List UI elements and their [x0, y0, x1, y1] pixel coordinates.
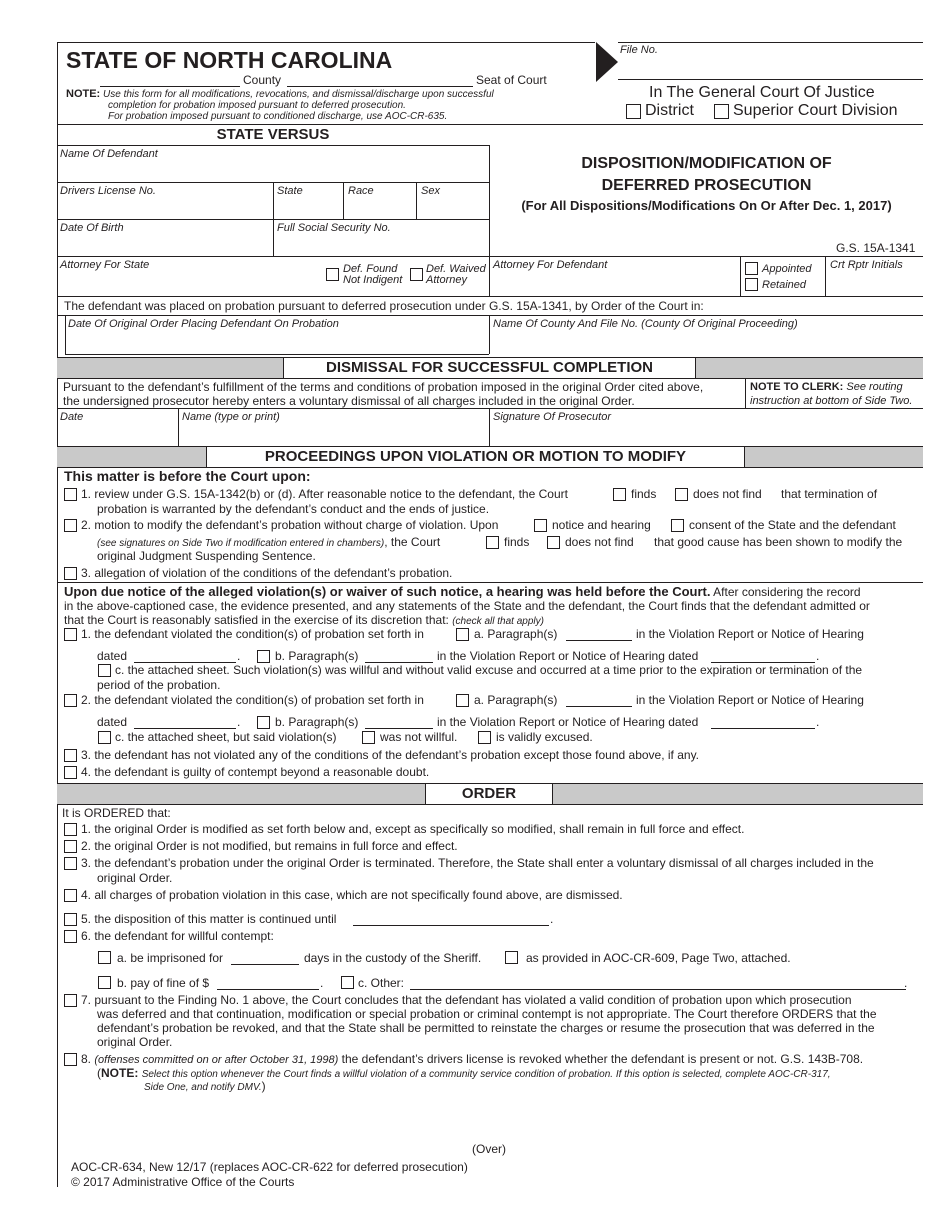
p2-not-find-checkbox[interactable]	[547, 536, 560, 549]
o7-text-b: was deferred and that continuation, modification or special probation or criminal contempt is not appropriate. The Court therefore ORDERS that the	[97, 1007, 877, 1021]
f1-dated-dot: .	[237, 649, 241, 663]
f2c-checkbox[interactable]	[98, 731, 111, 744]
p2-checkbox[interactable]	[64, 519, 77, 532]
f2-dated-field[interactable]	[134, 728, 236, 729]
f2b-dot: .	[816, 715, 820, 729]
dismissal-text-2: the undersigned prosecutor hereby enters a voluntary dismissal of all charges included in the original Order.	[63, 394, 635, 408]
f2-text: 2. the defendant violated the condition(s) of probation set forth in	[81, 693, 424, 707]
f1c-checkbox[interactable]	[98, 664, 111, 677]
o4-checkbox[interactable]	[64, 889, 77, 902]
o6a-aoc-checkbox[interactable]	[505, 951, 518, 964]
county-label: County	[243, 73, 282, 87]
f2-checkbox[interactable]	[64, 694, 77, 707]
f1b-label: b. Paragraph(s)	[275, 649, 359, 663]
retained-label: Retained	[762, 279, 807, 291]
crt-rptr-label: Crt Rptr Initials	[830, 259, 903, 271]
ssn-label: Full Social Security No.	[277, 222, 391, 234]
f1-dated: dated	[97, 649, 128, 663]
court-title: In The General Court Of Justice	[649, 84, 875, 101]
f2b-field[interactable]	[365, 728, 433, 729]
o7-text-c: defendant’s probation be revoked, and that the State shall be permitted to reinstate the charges or resume the prosecution that was deferred in the	[97, 1021, 875, 1035]
dismissal-date-label: Date	[60, 411, 84, 423]
f2a-report: in the Violation Report or Notice of Hearing	[636, 693, 864, 707]
f4-checkbox[interactable]	[64, 766, 77, 779]
appointed-label: Appointed	[762, 263, 812, 275]
f1c-text-2: period of the probation.	[97, 678, 221, 692]
o6c-dot: .	[904, 976, 908, 990]
o4-text: 4. all charges of probation violation in this case, which are not specifically found above, are dismissed.	[81, 888, 623, 902]
o6-text: 6. the defendant for willful contempt:	[81, 929, 274, 943]
dismissal-name-label: Name (type or print)	[182, 411, 280, 423]
p2-not-find: does not find	[565, 535, 634, 549]
def-waived-label: Def. Waived Attorney	[426, 263, 486, 286]
o6b-dot: .	[320, 976, 324, 990]
consent-checkbox[interactable]	[671, 519, 684, 532]
state-versus: STATE VERSUS	[216, 126, 330, 143]
f1c-text: c. the attached sheet. Such violation(s) was willful and without valid excuse and occurred at a time prior to the expiration or termination of the	[115, 663, 863, 677]
f2a-field[interactable]	[566, 706, 632, 707]
p1-text-c: probation is warranted by the defendant’s conduct and the ends of justice.	[97, 502, 490, 516]
o7-text-d: original Order.	[97, 1035, 173, 1049]
p2-text-e: original Judgment Suspending Sentence.	[97, 549, 316, 563]
seat-label: Seat of Court	[476, 73, 547, 87]
p1-finds: finds	[631, 487, 657, 501]
f2b-checkbox[interactable]	[257, 716, 270, 729]
f3-checkbox[interactable]	[64, 749, 77, 762]
ordered-label: It is ORDERED that:	[62, 806, 171, 820]
f2b-label: b. Paragraph(s)	[275, 715, 359, 729]
district-label: District	[645, 102, 694, 119]
o3-text-b: original Order.	[97, 871, 173, 885]
o5-text: 5. the disposition of this matter is continued until	[81, 912, 337, 926]
dob-label: Date Of Birth	[60, 222, 124, 234]
not-willful-checkbox[interactable]	[362, 731, 375, 744]
findings-h2: in the above-captioned case, the evidence presented, and any statements of the State and the defendant, the Court finds that the defendant admitted or	[64, 599, 870, 613]
statute: G.S. 15A-1341	[836, 241, 916, 255]
state-label: State	[277, 185, 303, 197]
f1-text: 1. the defendant violated the condition(s) of probation set forth in	[81, 627, 424, 641]
p2-finds: finds	[504, 535, 530, 549]
copyright: © 2017 Administrative Office of the Courts	[71, 1175, 295, 1189]
o1-text: 1. the original Order is modified as set forth below and, except as specifically so modified, shall remain in full force and effect.	[81, 822, 745, 836]
o6a-days-field[interactable]	[231, 964, 299, 965]
o6a-checkbox[interactable]	[98, 951, 111, 964]
o6b-text: b. pay of fine of $	[117, 976, 210, 990]
consent: consent of the State and the defendant	[689, 518, 896, 532]
dl-label: Drivers License No.	[60, 185, 156, 197]
original-date-label: Date Of Original Order Placing Defendant On Probation	[68, 318, 339, 330]
f3-text: 3. the defendant has not violated any of the conditions of the defendant’s probation except those found above, if any.	[81, 748, 700, 762]
f2a-checkbox[interactable]	[456, 694, 469, 707]
dismissal-text-1: Pursuant to the defendant’s fulfillment of the terms and conditions of probation imposed in the original Order cited above,	[63, 380, 704, 394]
file-no-field[interactable]	[618, 79, 923, 80]
o8-note: (NOTE: Select this option whenever the Court finds a willful violation of a community service condition of probation. If this option is selected, complete AOC-CR-317,	[97, 1066, 831, 1080]
defendant-name-label: Name Of Defendant	[60, 148, 158, 160]
notice-hearing-checkbox[interactable]	[534, 519, 547, 532]
prosecutor-signature-label: Signature Of Prosecutor	[493, 411, 612, 423]
appointed-checkbox[interactable]	[745, 262, 758, 275]
f1a-field[interactable]	[566, 640, 632, 641]
proceedings-title: PROCEEDINGS UPON VIOLATION OR MOTION TO MODIFY	[206, 446, 745, 467]
f1b-checkbox[interactable]	[257, 650, 270, 663]
atty-state-label: Attorney For State	[60, 259, 150, 271]
f4-text: 4. the defendant is guilty of contempt beyond a reasonable doubt.	[81, 765, 430, 779]
f1a-label: a. Paragraph(s)	[474, 627, 558, 641]
form-title-3: (For All Dispositions/Modifications On Or After Dec. 1, 2017)	[521, 198, 892, 213]
over-label: (Over)	[472, 1142, 506, 1156]
o8-checkbox[interactable]	[64, 1053, 77, 1066]
f1-checkbox[interactable]	[64, 628, 77, 641]
f1b-report: in the Violation Report or Notice of Hearing dated	[437, 649, 699, 663]
def-found-checkbox[interactable]	[326, 268, 339, 281]
p1-checkbox[interactable]	[64, 488, 77, 501]
f2-dated: dated	[97, 715, 128, 729]
p2-line2: (see signatures on Side Two if modification entered in chambers), the Court	[97, 535, 441, 549]
f2-dated-dot: .	[237, 715, 241, 729]
f1b-dot: .	[816, 649, 820, 663]
o6b-checkbox[interactable]	[98, 976, 111, 989]
p1-text: 1. review under G.S. 15A-1342(b) or (d). After reasonable notice to the defendant, the Court	[81, 487, 568, 501]
file-arrow-icon	[596, 42, 618, 82]
dismissal-title: DISMISSAL FOR SUCCESSFUL COMPLETION	[283, 357, 696, 378]
county-field[interactable]	[287, 86, 473, 87]
o6c-text: c. Other:	[358, 976, 405, 990]
o6a-text: a. be imprisoned for	[117, 951, 224, 965]
o7-checkbox[interactable]	[64, 994, 77, 1007]
order-title: ORDER	[425, 783, 553, 804]
file-no-label: File No.	[620, 44, 658, 56]
p2-text: 2. motion to modify the defendant’s probation without charge of violation. Upon	[81, 518, 499, 532]
o6a-days: days in the custody of the Sheriff.	[304, 951, 482, 965]
o5-checkbox[interactable]	[64, 913, 77, 926]
notice-hearing: notice and hearing	[552, 518, 651, 532]
o6c-field[interactable]	[410, 989, 906, 990]
o5-dot: .	[550, 912, 554, 926]
p3-text: 3. allegation of violation of the conditions of the defendant’s probation.	[81, 566, 453, 580]
excused: is validly excused.	[496, 730, 593, 744]
superior-label: Superior Court Division	[733, 102, 898, 119]
retained-checkbox[interactable]	[745, 278, 758, 291]
findings-header: Upon due notice of the alleged violation(s) or waiver of such notice, a hearing was held before the Court. After considering the record	[64, 584, 861, 599]
excused-checkbox[interactable]	[478, 731, 491, 744]
before-court: This matter is before the Court upon:	[64, 468, 311, 484]
p2-finds-checkbox[interactable]	[486, 536, 499, 549]
f2a-label: a. Paragraph(s)	[474, 693, 558, 707]
superior-checkbox[interactable]	[714, 104, 729, 119]
o6a-aoc: as provided in AOC-CR-609, Page Two, attached.	[526, 951, 791, 965]
state-title: STATE OF NORTH CAROLINA	[66, 47, 393, 73]
def-waived-checkbox[interactable]	[410, 268, 423, 281]
f2c-text: c. the attached sheet, but said violation(s)	[115, 730, 337, 744]
note-block: NOTE: Use this form for all modifications, revocations, and dismissal/discharge upon successful completion for probation imposed pursuant to deferred prosecution. For probation imposed pursuant to conditioned discharge, use AOC-CR-635.	[66, 88, 494, 122]
p1-not-find-checkbox[interactable]	[675, 488, 688, 501]
o3-text: 3. the defendant’s probation under the original Order is terminated. Therefore, the State shall enter a voluntary dismissal of all charges included in the	[81, 856, 874, 870]
o1-checkbox[interactable]	[64, 823, 77, 836]
p2-text-d: that good cause has been shown to modify the	[654, 535, 903, 549]
def-found-label: Def. Found Not Indigent	[343, 263, 403, 286]
not-willful: was not willful.	[380, 730, 458, 744]
original-statement: The defendant was placed on probation pursuant to deferred prosecution under G.S. 15A-1341, by Order of the Court in:	[64, 299, 704, 313]
p3-checkbox[interactable]	[64, 567, 77, 580]
form-number: AOC-CR-634, New 12/17 (replaces AOC-CR-622 for deferred prosecution)	[71, 1160, 468, 1174]
form-title-2: DEFERRED PROSECUTION	[601, 177, 812, 194]
atty-def-label: Attorney For Defendant	[493, 259, 608, 271]
district-checkbox[interactable]	[626, 104, 641, 119]
race-label: Race	[348, 185, 374, 197]
f1a-report: in the Violation Report or Notice of Hearing	[636, 627, 864, 641]
original-county-label: Name Of County And File No. (County Of Original Proceeding)	[493, 318, 798, 330]
f2b-date-field[interactable]	[711, 728, 815, 729]
f2b-report: in the Violation Report or Notice of Hearing dated	[437, 715, 699, 729]
note-to-clerk: NOTE TO CLERK: See routing instruction at bottom of Side Two.	[750, 381, 913, 407]
form-title-1: DISPOSITION/MODIFICATION OF	[581, 155, 832, 172]
o7-text-a: 7. pursuant to the Finding No. 1 above, the Court concludes that the defendant has violated a valid condition of probation upon which prosecution	[81, 993, 852, 1007]
o8-text: 8. (offenses committed on or after October 31, 1998) the defendant’s drivers license is revoked whether the defendant is present or not. G.S. 143B-708.	[81, 1052, 864, 1066]
f1a-checkbox[interactable]	[456, 628, 469, 641]
o2-text: 2. the original Order is not modified, but remains in full force and effect.	[81, 839, 458, 853]
o8-note-2: Side One, and notify DMV.)	[144, 1079, 266, 1093]
o6c-checkbox[interactable]	[341, 976, 354, 989]
o3-checkbox[interactable]	[64, 857, 77, 870]
p1-not-find: does not find	[693, 487, 762, 501]
o2-checkbox[interactable]	[64, 840, 77, 853]
o6b-fine-field[interactable]	[217, 989, 319, 990]
o6-checkbox[interactable]	[64, 930, 77, 943]
p1-finds-checkbox[interactable]	[613, 488, 626, 501]
p1-text-b: that termination of	[781, 487, 878, 501]
sex-label: Sex	[421, 185, 440, 197]
findings-h3: that the Court is reasonably satisfied in the exercise of its discretion that: (check all that apply)	[64, 613, 544, 627]
o5-field[interactable]	[353, 925, 549, 926]
